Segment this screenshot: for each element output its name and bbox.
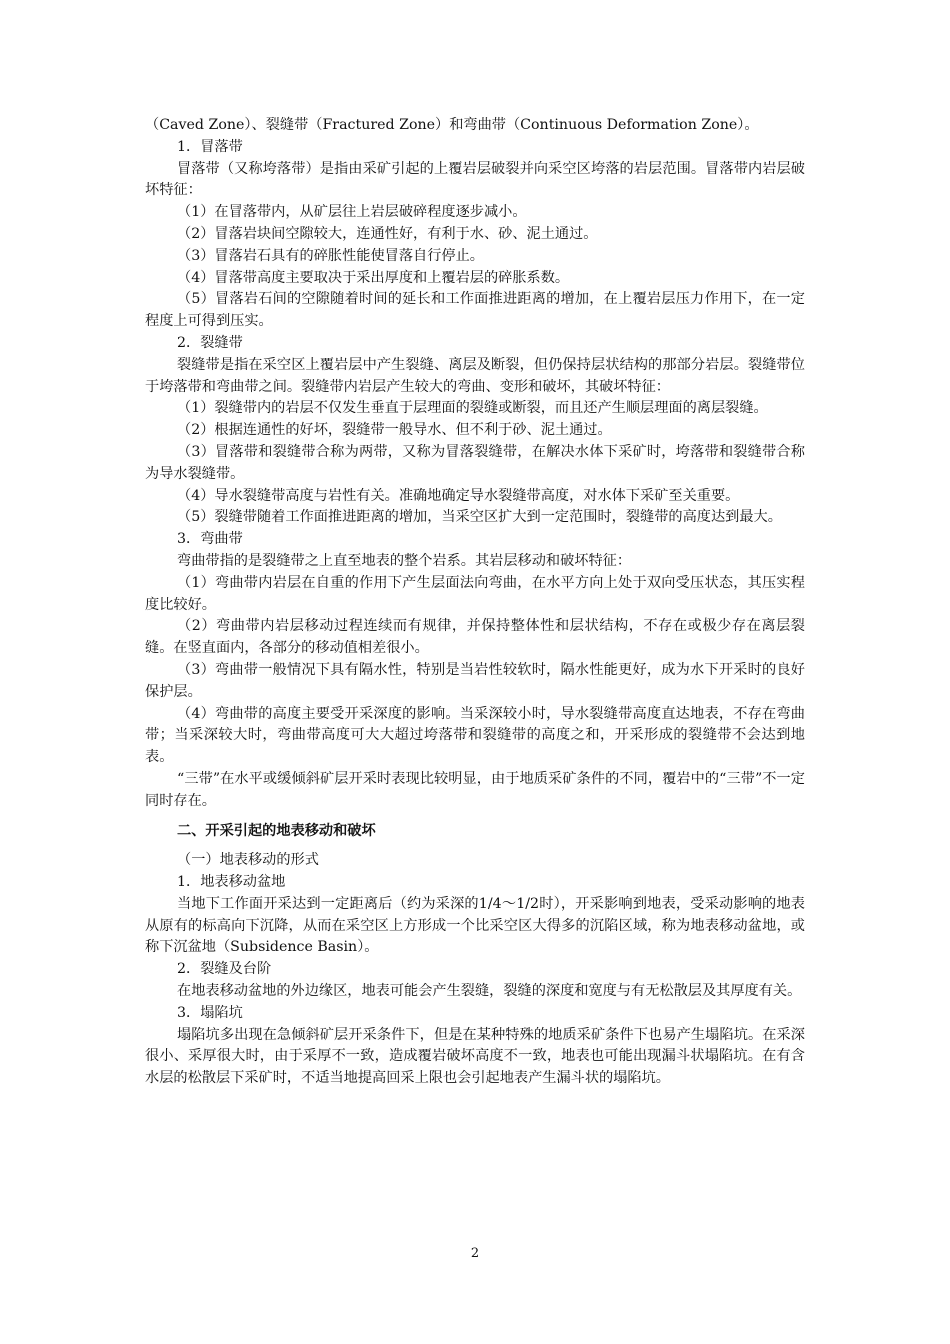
paragraph: 1．地表移动盆地 [177,874,286,891]
paragraph: 裂缝带是指在采空区上覆岩层中产生裂缝、离层及断裂，但仍保持层状结构的那部分岩层。裂缝带位于垮落带和弯曲带之间。裂缝带内岩层产生较大的弯曲、变形和破坏，其破坏特征： [145,356,805,395]
document-body [145,115,805,1090]
paragraph: 2．裂缝带 [177,334,243,351]
page-number: 2 [470,1246,480,1261]
paragraph: 3．弯曲带 [177,531,243,548]
paragraph: 在地表移动盆地的外边缘区，地表可能会产生裂缝，裂缝的深度和宽度与有无松散层及其厚度有关。 [177,983,802,1000]
paragraph: （2）弯曲带内岩层移动过程连续而有规律，并保持整体性和层状结构，不存在或极少存在离层裂缝。在竖直面内，各部分的移动值相差很小。 [145,618,805,657]
paragraph: “三带”在水平或缓倾斜矿层开采时表现比较明显，由于地质采矿条件的不同，覆岩中的“三带”不一定同时存在。 [145,770,805,809]
paragraph: 当地下工作面开采达到一定距离后（约为采深的1/4～1/2时），开采影响到地表，受采动影响的地表从原有的标高向下沉降，从而在采空区上方形成一个比采空区大得多的沉陷区域，称为地表移动盆地，或称下沉盆地（Subsidence Basin）。 [145,895,805,956]
paragraph: （5）裂缝带随着工作面推进距离的增加，当采空区扩大到一定范围时，裂缝带的高度达到最大。 [177,509,782,526]
paragraph: 弯曲带指的是裂缝带之上直至地表的整个岩系。其岩层移动和破坏特征： [177,552,632,569]
paragraph: （2）根据连通性的好坏，裂缝带一般导水、但不利于砂、泥土通过。 [177,422,612,439]
paragraph: 塌陷坑多出现在急倾斜矿层开采条件下，但是在某种特殊的地质采矿条件下也易产生塌陷坑。在采深很小、采厚很大时，由于采厚不一致，造成覆岩破坏高度不一致，地表也可能出现漏斗状塌陷坑。在有含水层的松散层下采矿时，不适当地提高回采上限也会引起地表产生漏斗状的塌陷坑。 [145,1026,805,1087]
paragraph: （4）导水裂缝带高度与岩性有关。准确地确定导水裂缝带高度，对水体下采矿至关重要。 [177,487,740,504]
paragraph: 3．塌陷坑 [177,1004,243,1021]
paragraph: （2）冒落岩块间空隙较大，连通性好，有利于水、砂、泥土通过。 [177,225,598,242]
paragraph: （4）冒落带高度主要取决于采出厚度和上覆岩层的碎胀系数。 [177,269,570,286]
paragraph: （3）弯曲带一般情况下具有隔水性，特别是当岩性较软时，隔水性能更好，成为水下开采时的良好保护层。 [145,661,805,700]
paragraph: （1）在冒落带内，从矿层往上岩层破碎程度逐步减小。 [177,204,527,221]
section-heading: 二、开采引起的地表移动和破坏 [177,822,376,839]
paragraph: （3）冒落带和裂缝带合称为两带，又称为冒落裂缝带，在解决水体下采矿时，垮落带和裂缝带合称为导水裂缝带。 [145,443,805,482]
paragraph: （1）裂缝带内的岩层不仅发生垂直于层理面的裂缝或断裂，而且还产生顺层理面的离层裂缝。 [177,400,768,417]
paragraph: （3）冒落岩石具有的碎胀性能使冒落自行停止。 [177,247,484,264]
paragraph: （4）弯曲带的高度主要受开采深度的影响。当采深较小时，导水裂缝带高度直达地表，不存在弯曲带；当采深较大时，弯曲带高度可大大超过垮落带和裂缝带的高度之和，开采形成的裂缝带不会达到地表。 [145,705,805,766]
paragraph: （1）弯曲带内岩层在自重的作用下产生层面法向弯曲，在水平方向上处于双向受压状态，其压实程度比较好。 [145,574,805,613]
paragraph: （一）地表移动的形式 [177,852,319,869]
paragraph: 冒落带（又称垮落带）是指由采矿引起的上覆岩层破裂并向采空区垮落的岩层范围。冒落带内岩层破坏特征： [145,160,805,199]
paragraph: （Caved Zone）、裂缝带（Fractured Zone）和弯曲带（Continuous Deformation Zone）。 [145,117,759,133]
paragraph: 1．冒落带 [177,138,243,155]
paragraph: 2．裂缝及台阶 [177,961,272,978]
paragraph: （5）冒落岩石间的空隙随着时间的延长和工作面推进距离的增加，在上覆岩层压力作用下，在一定程度上可得到压实。 [145,291,805,330]
